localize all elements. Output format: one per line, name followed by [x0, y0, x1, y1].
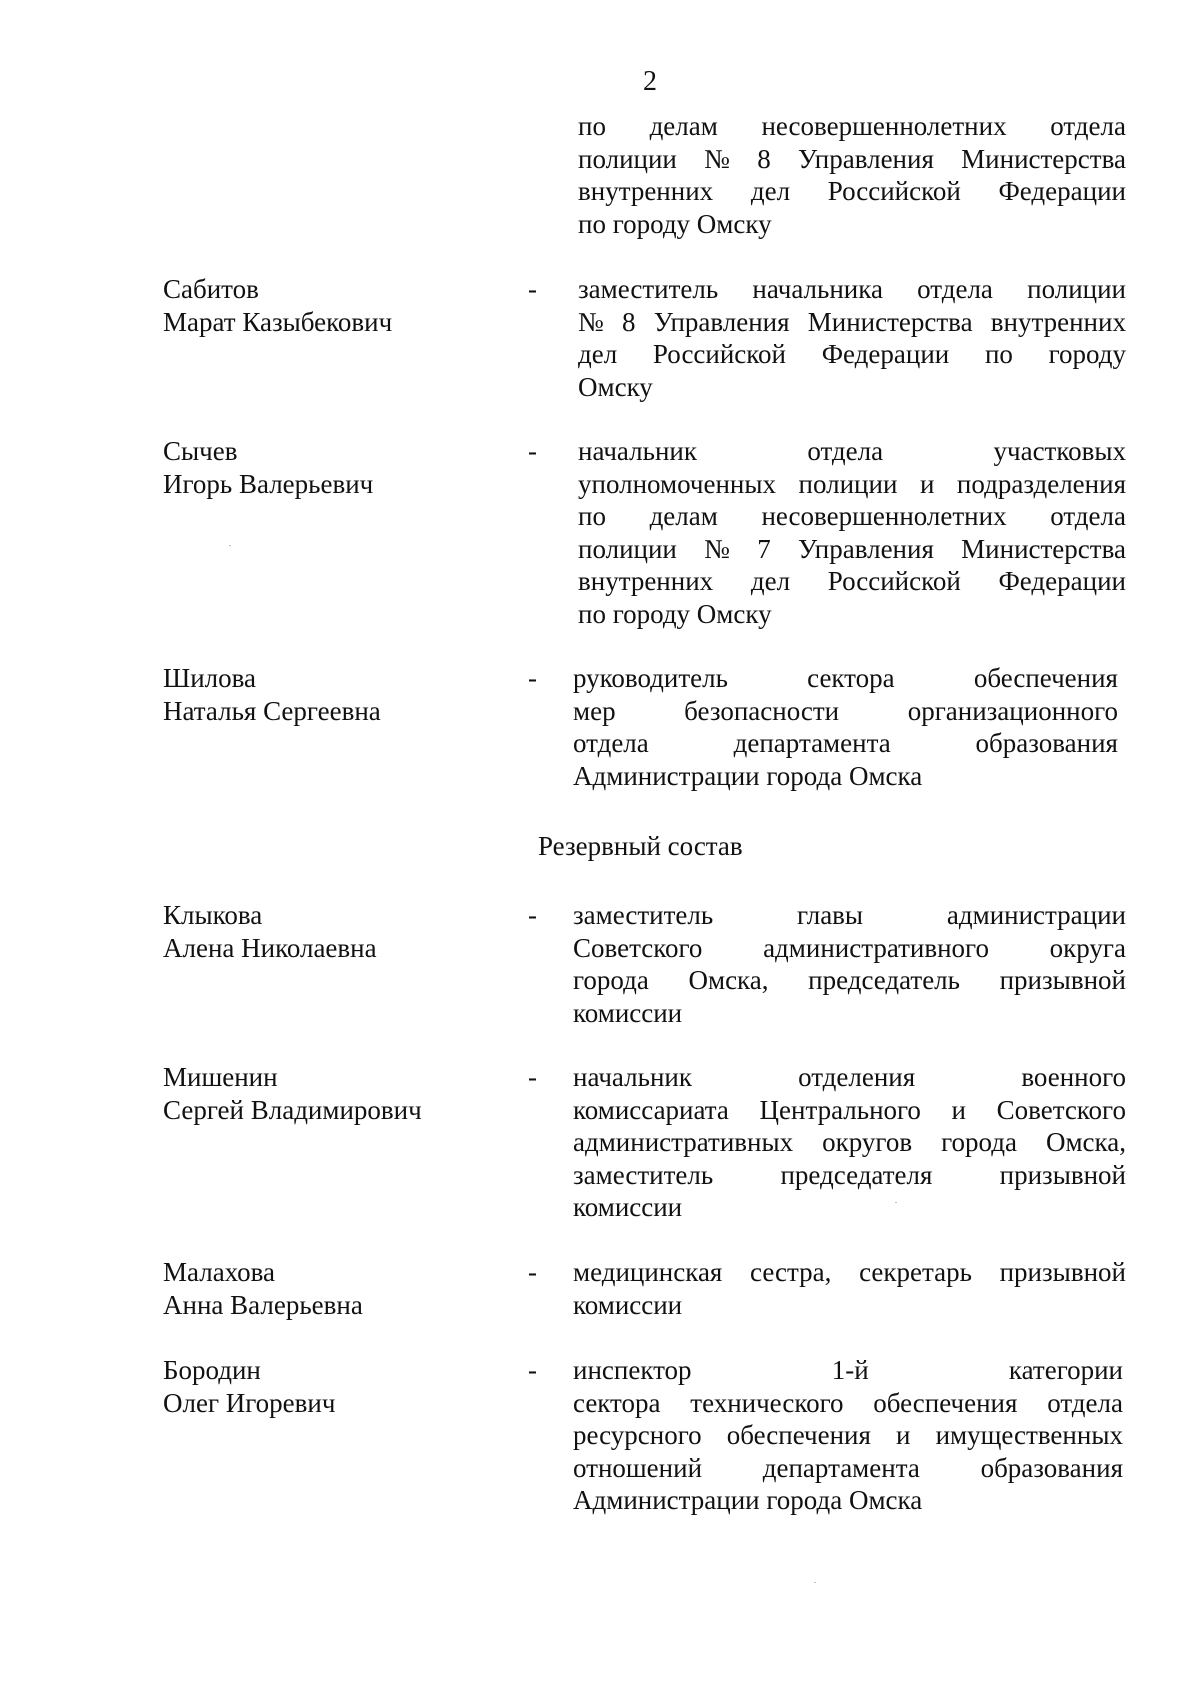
description-line: комиссии	[573, 997, 683, 1028]
description-line: инспектор 1-й категории	[573, 1355, 1123, 1385]
description-line: заместитель начальника отдела полиции	[578, 274, 1126, 304]
page-number: 2	[643, 66, 657, 97]
description-line: города Омска, председатель призывной	[573, 965, 1126, 995]
separator-dash: -	[528, 1062, 537, 1092]
member-name	[163, 1354, 493, 1419]
separator-dash: -	[528, 436, 537, 466]
description-line: комиссии	[573, 1289, 683, 1320]
description-line: внутренних дел Российской Федерации	[578, 176, 1126, 206]
member-position	[578, 435, 1126, 630]
member-name	[163, 273, 493, 338]
description-line: внутренних дел Российской Федерации	[578, 566, 1126, 596]
continued-position-description	[578, 110, 1126, 240]
description-line: ресурсного обеспечения и имущественных	[573, 1420, 1123, 1450]
separator-dash: -	[528, 900, 537, 930]
member-given-names: Сергей Владимирович	[163, 1094, 422, 1125]
description-line: комиссии	[573, 1192, 683, 1222]
description-line: Советского административного округа	[573, 932, 1126, 963]
description-line: начальник отделения военного	[573, 1062, 1126, 1092]
member-name	[163, 435, 493, 500]
member-given-names: Алена Николаевна	[163, 932, 377, 963]
member-given-names: Наталья Сергеевна	[163, 695, 381, 726]
description-line: полиции № 7 Управления Министерства	[578, 533, 1126, 564]
separator-dash: -	[528, 1355, 537, 1385]
member-name	[163, 899, 493, 964]
description-line: по городу Омску	[578, 208, 772, 239]
scan-speck	[814, 1582, 816, 1583]
description-line: Администрации города Омска	[573, 1485, 923, 1515]
member-surname: Сабитов	[163, 274, 259, 304]
member-name	[163, 662, 493, 727]
member-given-names: Анна Валерьевна	[163, 1289, 363, 1320]
description-line: комиссариата Центрального и Советского	[573, 1094, 1126, 1125]
separator-dash: -	[528, 1257, 537, 1287]
description-line: Омску	[578, 371, 653, 402]
member-given-names: Марат Казыбекович	[163, 306, 393, 337]
member-position	[573, 1256, 1126, 1321]
description-line: № 8 Управления Министерства внутренних	[578, 306, 1126, 337]
member-surname: Шилова	[163, 663, 257, 693]
member-surname: Клыкова	[163, 900, 263, 930]
description-line: по городу Омску	[578, 598, 772, 629]
separator-dash: -	[528, 274, 537, 304]
scan-speck	[895, 1202, 897, 1203]
member-surname: Малахова	[163, 1257, 276, 1287]
description-line: полиции № 8 Управления Министерства	[578, 143, 1126, 174]
description-line: Администрации города Омска	[573, 760, 923, 791]
description-line: отношений департамента образования	[573, 1452, 1123, 1483]
member-position	[573, 662, 1118, 792]
description-line: уполномоченных полиции и подразделения	[578, 468, 1126, 499]
member-name	[163, 1061, 493, 1126]
member-surname: Сычев	[163, 436, 238, 466]
member-position	[573, 1061, 1126, 1224]
member-surname: Мишенин	[163, 1062, 278, 1092]
description-line: заместитель главы администрации	[573, 900, 1126, 930]
member-given-names: Олег Игоревич	[163, 1387, 336, 1418]
description-line: административных округов города Омска,	[573, 1127, 1126, 1157]
description-line: медицинская сестра, секретарь призывной	[573, 1257, 1126, 1287]
scan-speck	[229, 545, 231, 546]
description-line: заместитель председателя призывной	[573, 1159, 1126, 1190]
description-line: по делам несовершеннолетних отдела	[578, 501, 1126, 531]
reserve-section-heading: Резервный состав	[538, 831, 743, 861]
description-line: мер безопасности организационного	[573, 695, 1118, 726]
description-line: сектора технического обеспечения отдела	[573, 1387, 1123, 1418]
description-line: дел Российской Федерации по городу	[578, 339, 1126, 369]
description-line: начальник отдела участковых	[578, 436, 1126, 466]
description-line: по делам несовершеннолетних отдела	[578, 111, 1126, 141]
description-line: отдела департамента образования	[573, 728, 1118, 758]
member-given-names: Игорь Валерьевич	[163, 468, 374, 499]
member-position	[573, 899, 1126, 1029]
member-position	[578, 273, 1126, 403]
member-surname: Бородин	[163, 1355, 261, 1385]
separator-dash: -	[528, 663, 537, 693]
member-name	[163, 1256, 493, 1321]
member-position	[573, 1354, 1123, 1517]
description-line: руководитель сектора обеспечения	[573, 663, 1118, 693]
